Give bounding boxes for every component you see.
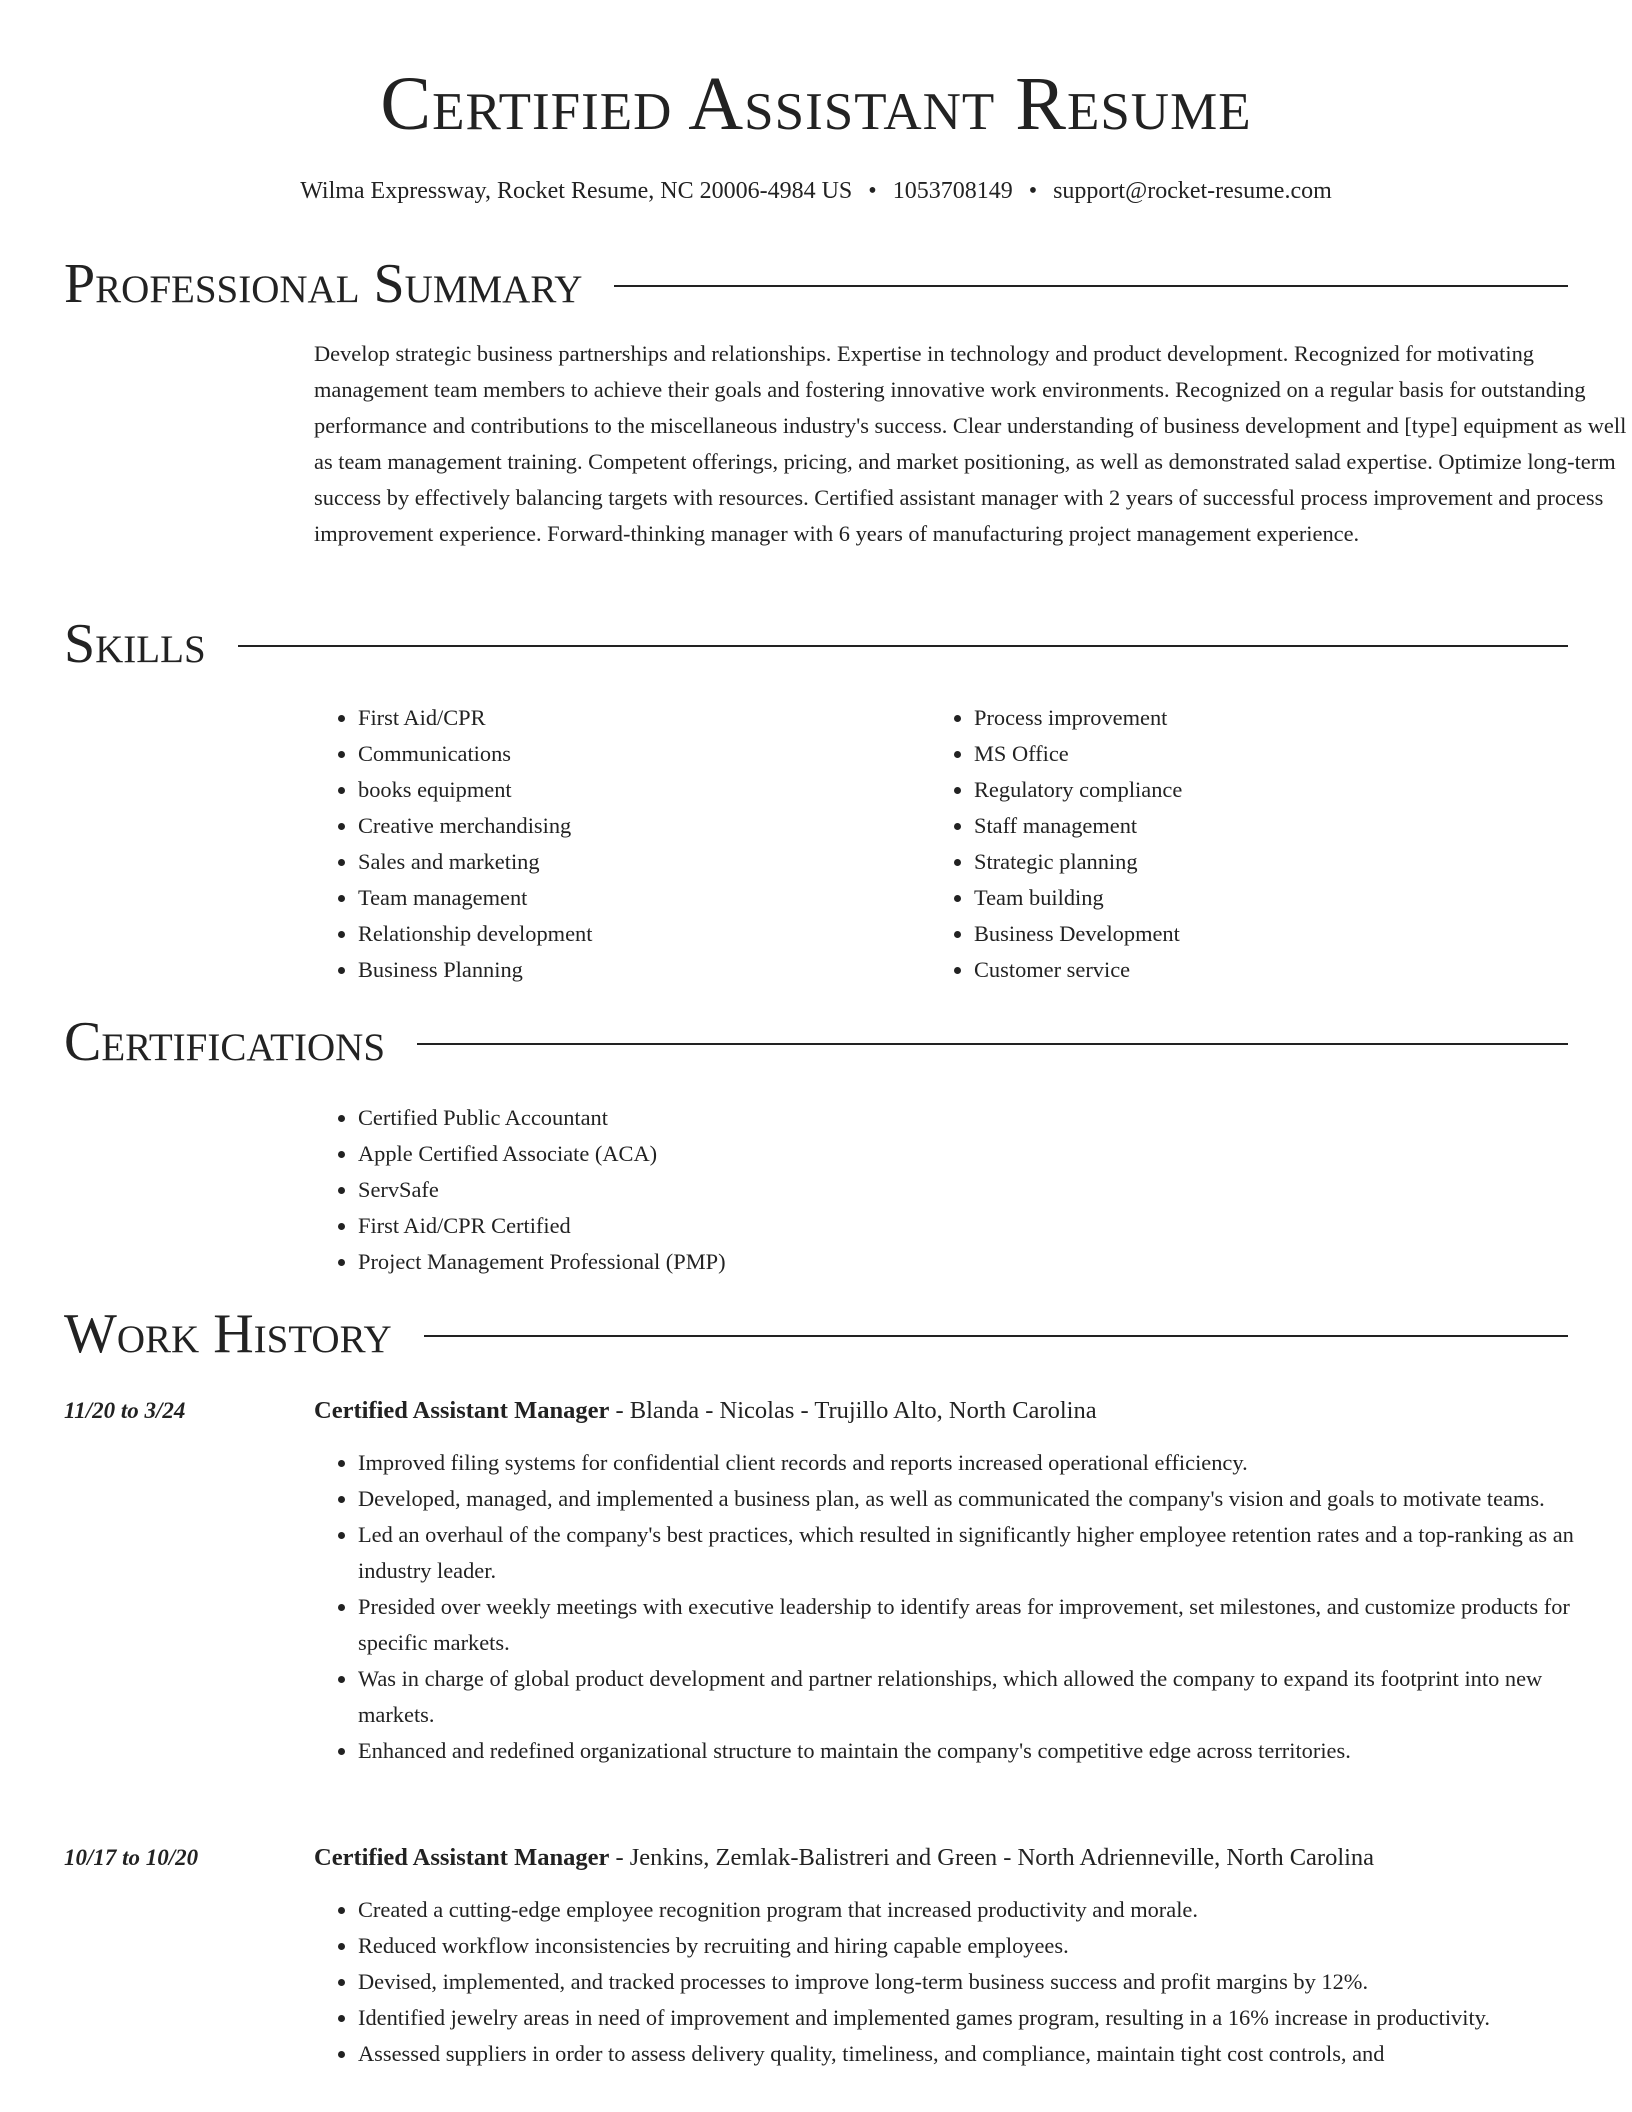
section-divider xyxy=(424,1335,1568,1337)
job-bullet: • Was in charge of global product development and partner relationships, which allowed the company to expand its footprint into new markets. xyxy=(358,1661,1604,1733)
skill-item: • Business Development xyxy=(974,916,1530,952)
skill-item: • Sales and marketing xyxy=(358,844,914,880)
job-bullet: • Presided over weekly meetings with executive leadership to identify areas for improvement, set milestones, and customize products for specific markets. xyxy=(358,1589,1604,1661)
job-bullet-list xyxy=(314,1892,1604,2072)
section-heading-summary: Professional Summary xyxy=(64,253,583,315)
summary-text: Develop strategic business partnerships and relationships. Expertise in technology and product development. Recognized for motivating management team members to achieve their goals and fostering innovative work environments. Recognized on a regular basis for outstanding performance and contributions to the miscellaneous industry's success. Clear understanding of business development and [type] equipment as well as team management training. Competent offerings, pricing, and market positioning, as well as demonstrated salad expertise. Optimize long-term success by effectively balancing targets with resources. Certified assistant manager with 2 years of successful process improvement and process improvement experience. Forward-thinking manager with 6 years of manufacturing project management experience. xyxy=(314,341,1627,546)
section-certifications xyxy=(64,1010,1568,1074)
skill-item: • Communications xyxy=(358,736,914,772)
job-bullet: • Identified jewelry areas in need of improvement and implemented games program, resulting in a 16% increase in productivity. xyxy=(358,2000,1604,2036)
section-skills xyxy=(64,612,1568,676)
skill-item: • Strategic planning xyxy=(974,844,1530,880)
contact-phone: 1053708149 xyxy=(892,178,1013,204)
certifications-list xyxy=(314,1100,1314,1280)
job-bullet: • Created a cutting-edge employee recognition program that increased productivity and morale. xyxy=(358,1892,1604,1928)
job-bullets xyxy=(314,1892,1604,2072)
skill-item: • Creative merchandising xyxy=(358,808,914,844)
section-heading-certifications: Certifications xyxy=(64,1011,386,1073)
skill-item: • First Aid/CPR xyxy=(358,700,914,736)
skills-column-left xyxy=(314,700,914,988)
separator: • xyxy=(868,178,877,204)
job-employer: - Jenkins, Zemlak-Balistreri and Green - North Adrienneville, North Carolina xyxy=(609,1844,1375,1871)
section-divider xyxy=(238,645,1568,647)
separator: • xyxy=(1028,178,1038,204)
job-employer: - Blanda - Nicolas - Trujillo Alto, North Carolina xyxy=(609,1397,1097,1424)
section-summary xyxy=(64,252,1568,316)
job-bullet: • Reduced workflow inconsistencies by recruiting and hiring capable employees. xyxy=(358,1928,1604,1964)
skill-item: • Business Planning xyxy=(358,952,914,988)
certifications-block xyxy=(314,1100,1314,1280)
skill-item: • Regulatory compliance xyxy=(974,772,1530,808)
skill-item: • Staff management xyxy=(974,808,1530,844)
section-divider xyxy=(417,1043,1568,1045)
section-divider xyxy=(614,285,1568,287)
skills-column-right xyxy=(930,700,1530,988)
job-bullet: • Developed, managed, and implemented a business plan, as well as communicated the company's vision and goals to motivate teams. xyxy=(358,1481,1604,1517)
skill-item: • MS Office xyxy=(974,736,1530,772)
section-heading-work-history: Work History xyxy=(64,1303,392,1365)
resume-title: Certified Assistant Resume xyxy=(380,62,1252,146)
contact-line xyxy=(64,176,1568,206)
job-bullet: • Improved filing systems for confidential client records and reports increased operational efficiency. xyxy=(358,1445,1604,1481)
contact-email: support@rocket-resume.com xyxy=(1053,178,1332,204)
skill-item: • Team building xyxy=(974,880,1530,916)
job-title: Certified Assistant Manager xyxy=(314,1844,610,1871)
job-title: Certified Assistant Manager xyxy=(314,1397,610,1424)
job-bullet: • Assessed suppliers in order to assess delivery quality, timeliness, and compliance, maintain tight cost controls, and xyxy=(358,2036,1604,2072)
job-bullets xyxy=(314,1445,1604,1769)
certification-item: • Apple Certified Associate (ACA) xyxy=(358,1136,1314,1172)
job-bullet: • Enhanced and redefined organizational structure to maintain the company's competitive edge across territories. xyxy=(358,1733,1604,1769)
skill-item: • Team management xyxy=(358,880,914,916)
certification-item: • ServSafe xyxy=(358,1172,1314,1208)
section-heading-skills: Skills xyxy=(64,613,206,675)
skill-item: • books equipment xyxy=(358,772,914,808)
job-dates: 11/20 to 3/24 xyxy=(64,1398,186,1423)
skill-item: • Customer service xyxy=(974,952,1530,988)
contact-address: Wilma Expressway, Rocket Resume, NC 20006-4984 US xyxy=(300,178,853,204)
job-heading xyxy=(314,1840,1374,1876)
job-bullet: • Led an overhaul of the company's best practices, which resulted in significantly higher employee retention rates and a top-ranking as an industry leader. xyxy=(358,1517,1604,1589)
skill-item: • Process improvement xyxy=(974,700,1530,736)
skills-list-left xyxy=(314,700,914,988)
certification-item: • Project Management Professional (PMP) xyxy=(358,1244,1314,1280)
skill-item: • Relationship development xyxy=(358,916,914,952)
certification-item: • Certified Public Accountant xyxy=(358,1100,1314,1136)
job-bullet-list xyxy=(314,1445,1604,1769)
skills-list-right xyxy=(930,700,1530,988)
job-dates: 10/17 to 10/20 xyxy=(64,1845,199,1870)
job-bullet: • Devised, implemented, and tracked processes to improve long-term business success and profit margins by 12%. xyxy=(358,1964,1604,2000)
certification-item: • First Aid/CPR Certified xyxy=(358,1208,1314,1244)
job-heading xyxy=(314,1393,1097,1429)
section-work-history xyxy=(64,1302,1568,1366)
